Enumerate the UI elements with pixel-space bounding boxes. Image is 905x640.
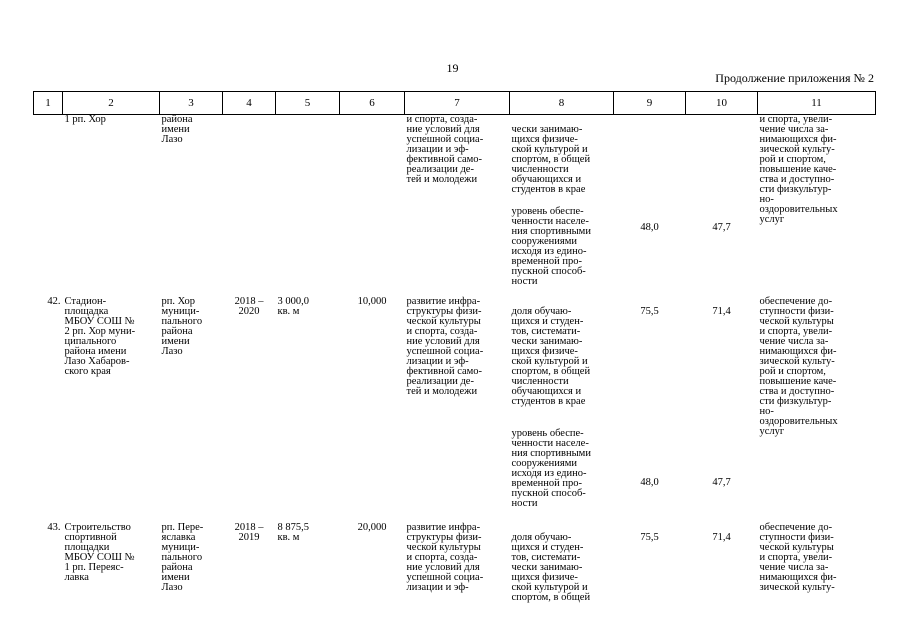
indicator-capacity-text: уровень обеспе- ченности населе- ния спортивными сооружениями исходя из едино- временной про- пускной способ- ности (511, 206, 591, 287)
appendix-continuation-title: Продолжение приложения № 2 (715, 71, 874, 85)
column-header: 2 (63, 92, 160, 115)
value-col9-cell (614, 297, 686, 523)
capacity-cell: 3 000,0 кв. м (277, 296, 309, 317)
indicator-capacity-text: уровень обеспе- ченности населе- ния спортивными сооружениями исходя из едино- временной про- пускной способ- ности (511, 428, 591, 509)
value-col10-capacity: 47,7 (712, 222, 731, 233)
row-number: 42. (47, 296, 61, 307)
column-header: 9 (614, 92, 686, 115)
column-header: 11 (758, 92, 876, 115)
value-col10-share: 71,4 (712, 306, 731, 317)
table-row (34, 523, 876, 613)
column-header: 1 (34, 92, 63, 115)
table-row (34, 297, 876, 523)
cost-cell: 10,000 (357, 296, 387, 307)
location-cell: рп. Хор муници- пального района имени Лазо (161, 296, 203, 357)
column-header: 6 (340, 92, 405, 115)
result-cell: обеспечение до- ступности физи- ческой культуры и спорта, увели- чение числа за- нимающихся фи- зической культу- рой и спортом, повышение каче- ства и доступно- сти физкультур- но- оздоровительных услуг (759, 296, 838, 437)
result-cell: обеспечение до- ступности физи- ческой культуры и спорта, увели- чение числа за- нимающихся фи- зической культу- (759, 522, 837, 593)
capacity-cell (276, 115, 340, 298)
value-col10-cell (686, 523, 758, 613)
result-cell: и спорта, увели- чение числа за- нимающихся фи- зической культу- рой и спортом, повышение каче- ства и доступно- сти физкультур- но- оздоровительных услуг (759, 114, 838, 225)
indicator-cell (510, 115, 614, 298)
page-number: 19 (446, 61, 459, 75)
capacity-cell: 8 875,5 кв. м (277, 522, 309, 543)
value-col9-share: 75,5 (640, 532, 659, 543)
object-name-cell: Стадион- площадка МБОУ СОШ № 2 рп. Хор муни- ципального района имени Лазо Хабаров- ского края (64, 296, 136, 377)
value-col9-share: 75,5 (640, 306, 659, 317)
value-col10-cell (686, 115, 758, 298)
value-col9-cell (614, 523, 686, 613)
location-cell: рп. Пере- яславка муници- пального района имени Лазо (161, 522, 204, 593)
row-number (34, 115, 63, 298)
row-number: 43. (47, 522, 61, 533)
column-header: 5 (276, 92, 340, 115)
program-table (33, 91, 876, 613)
column-header: 8 (510, 92, 614, 115)
indicator-cell (510, 297, 614, 523)
value-col10-share: 71,4 (712, 532, 731, 543)
cost-cell (340, 115, 405, 298)
value-col10-cell (686, 297, 758, 523)
indicator-share-text: доля обучаю- щихся и студен- тов, системати- чески занимаю- щихся физиче- ской культурой и спортом, в общей (511, 532, 591, 603)
object-name-cell: 1 рп. Хор (64, 114, 106, 125)
period-cell (223, 115, 276, 298)
period-cell: 2018 – 2020 (234, 296, 264, 317)
indicator-cell (510, 523, 614, 613)
location-cell: района имени Лазо (161, 114, 193, 145)
column-header: 3 (160, 92, 223, 115)
value-col10-capacity: 47,7 (712, 477, 731, 488)
period-cell: 2018 – 2019 (234, 522, 264, 543)
value-col9-capacity: 48,0 (640, 222, 659, 233)
column-header: 7 (405, 92, 510, 115)
column-header: 10 (686, 92, 758, 115)
object-name-cell: Строительство спортивной площадки МБОУ СОШ № 1 рп. Переяс- лавка (64, 522, 135, 583)
table-row (34, 115, 876, 298)
indicator-share-text: доля обучаю- щихся и студен- тов, системати- чески занимаю- щихся физиче- ской культурой и спортом, в общей численности обучающихся и студентов в крае (511, 306, 591, 407)
goal-cell: развитие инфра- структуры физи- ческой культуры и спорта, созда- ние условий для успешной социа- лизации и эф- (406, 522, 484, 593)
goal-cell: и спорта, созда- ние условий для успешной социа- лизации и эф- фективной само- реализации де- тей и молодежи (406, 114, 484, 185)
indicator-share-text: чески занимаю- щихся физиче- ской культурой и спортом, в общей численности обучающихся и студентов в крае (511, 124, 591, 195)
cost-cell: 20,000 (357, 522, 387, 533)
column-header: 4 (223, 92, 276, 115)
value-col9-cell (614, 115, 686, 298)
value-col9-capacity: 48,0 (640, 477, 659, 488)
table-header-row (34, 92, 876, 115)
goal-cell: развитие инфра- структуры физи- ческой культуры и спорта, созда- ние условий для успешной социа- лизации и эф- фективной само- реализации де- тей и молодежи (406, 296, 484, 397)
